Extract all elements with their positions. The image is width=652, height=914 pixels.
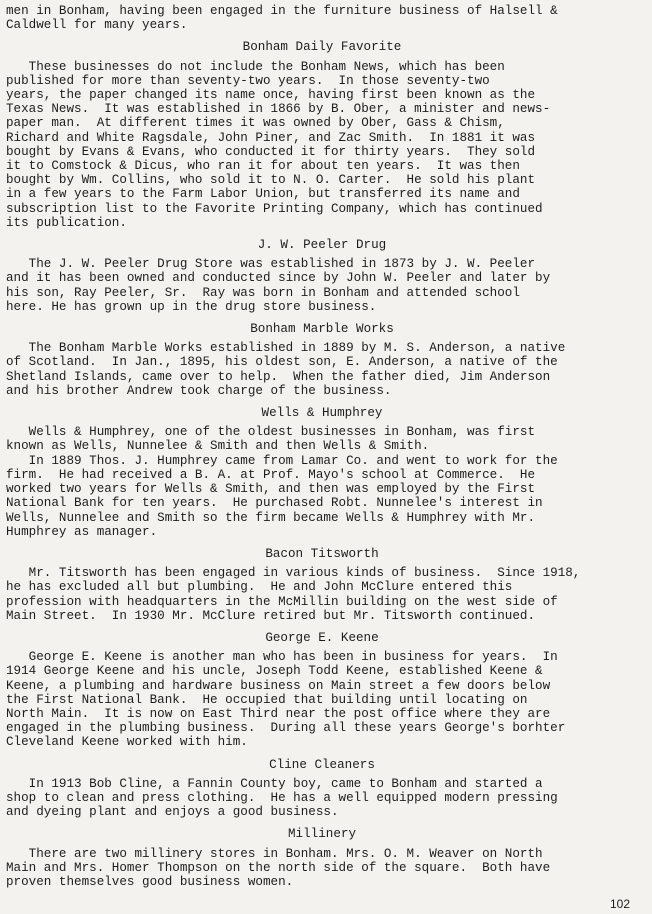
section-paragraph: George E. Keene is another man who has been in business for years. In 1914 George Keene and his uncle, Joseph Todd Keene, established Keene & Keene, a plumbing and hardware business on Main street a few doors below the First National Bank. He occupied that building until locating on North Main. It is now on East Third near the post office where they are engaged in the plumbing business. During all these years George's borhter Cleveland Keene worked with him. bbox=[6, 650, 566, 750]
section-heading: J. W. Peeler Drug bbox=[257, 238, 387, 253]
page-body bbox=[6, 4, 638, 889]
section-heading: Millinery bbox=[287, 827, 357, 842]
intro-paragraph: men in Bonham, having been engaged in the furniture business of Halsell & Caldwell for many years. bbox=[6, 4, 558, 33]
section-paragraph: These businesses do not include the Bonham News, which has been published for more than seventy-two years. In those seventy-two years, the paper changed its name once, having first been known as the Texas News. It was established in 1866 by B. Ober, a minister and news- paper man. At different times it was owned by Ober, Gass & Chism, Richard and White Ragsdale, John Piner, and Zac Smith. In 1881 it was bought by Evans & Evans, who conducted it for thirty years. They sold it to Comstock & Dicus, who ran it for about ten years. It was then bought by Wm. Collins, who sold it to N. O. Carter. He sold his plant in a few years to the Farm Labor Union, but transferred its name and subscription list to the Favorite Printing Company, which has continued its publication. bbox=[6, 59, 551, 230]
section-paragraph: In 1889 Thos. J. Humphrey came from Lamar Co. and went to work for the firm. He had received a B. A. at Prof. Mayo's school at Commerce. He worked two years for Wells & Smith, and then was employed by the First National Bank for ten years. He purchased Robt. Nunnelee's interest in Wells, Nunnelee and Smith so the firm became Wells & Humphrey with Mr. Humphrey as manager. bbox=[6, 453, 558, 539]
section-heading: George E. Keene bbox=[265, 630, 379, 645]
section-paragraph: In 1913 Bob Cline, a Fannin County boy, came to Bonham and started a shop to clean and press clothing. He has a well equipped modern pressing and dyeing plant and enjoys a good business. bbox=[6, 776, 558, 820]
section-heading: Bonham Marble Works bbox=[250, 322, 394, 337]
section-heading: Wells & Humphrey bbox=[261, 406, 383, 421]
section-paragraph: There are two millinery stores in Bonham. Mrs. O. M. Weaver on North Main and Mrs. Homer Thompson on the north side of the square. Both have proven themselves good business women. bbox=[6, 846, 551, 889]
section-paragraph: The Bonham Marble Works established in 1889 by M. S. Anderson, a native of Scotland. In Jan., 1895, his oldest son, E. Anderson, a native of the Shetland Islands, came over to help. When the father died, Jim Anderson and his brother Andrew took charge of the business. bbox=[6, 341, 566, 398]
section-heading: Bonham Daily Favorite bbox=[242, 40, 402, 55]
page-number: 102 bbox=[609, 896, 630, 911]
section-paragraph: Mr. Titsworth has been engaged in various kinds of business. Since 1918, he has excluded all but plumbing. He and John McClure entered this profession with headquarters in the McMillin building on the west side of Main Street. In 1930 Mr. McClure retired but Mr. Titsworth continued. bbox=[6, 566, 581, 623]
section-heading: Bacon Titsworth bbox=[265, 546, 379, 561]
section-paragraph: Wells & Humphrey, one of the oldest businesses in Bonham, was first known as Wells, Nunnelee & Smith and then Wells & Smith. bbox=[6, 425, 536, 454]
section-heading: Cline Cleaners bbox=[269, 757, 375, 772]
section-paragraph: The J. W. Peeler Drug Store was established in 1873 by J. W. Peeler and it has been owned and conducted since by John W. Peeler and later by his son, Ray Peeler, Sr. Ray was born in Bonham and attended school here. He has grown up in the drug store business. bbox=[6, 257, 551, 314]
